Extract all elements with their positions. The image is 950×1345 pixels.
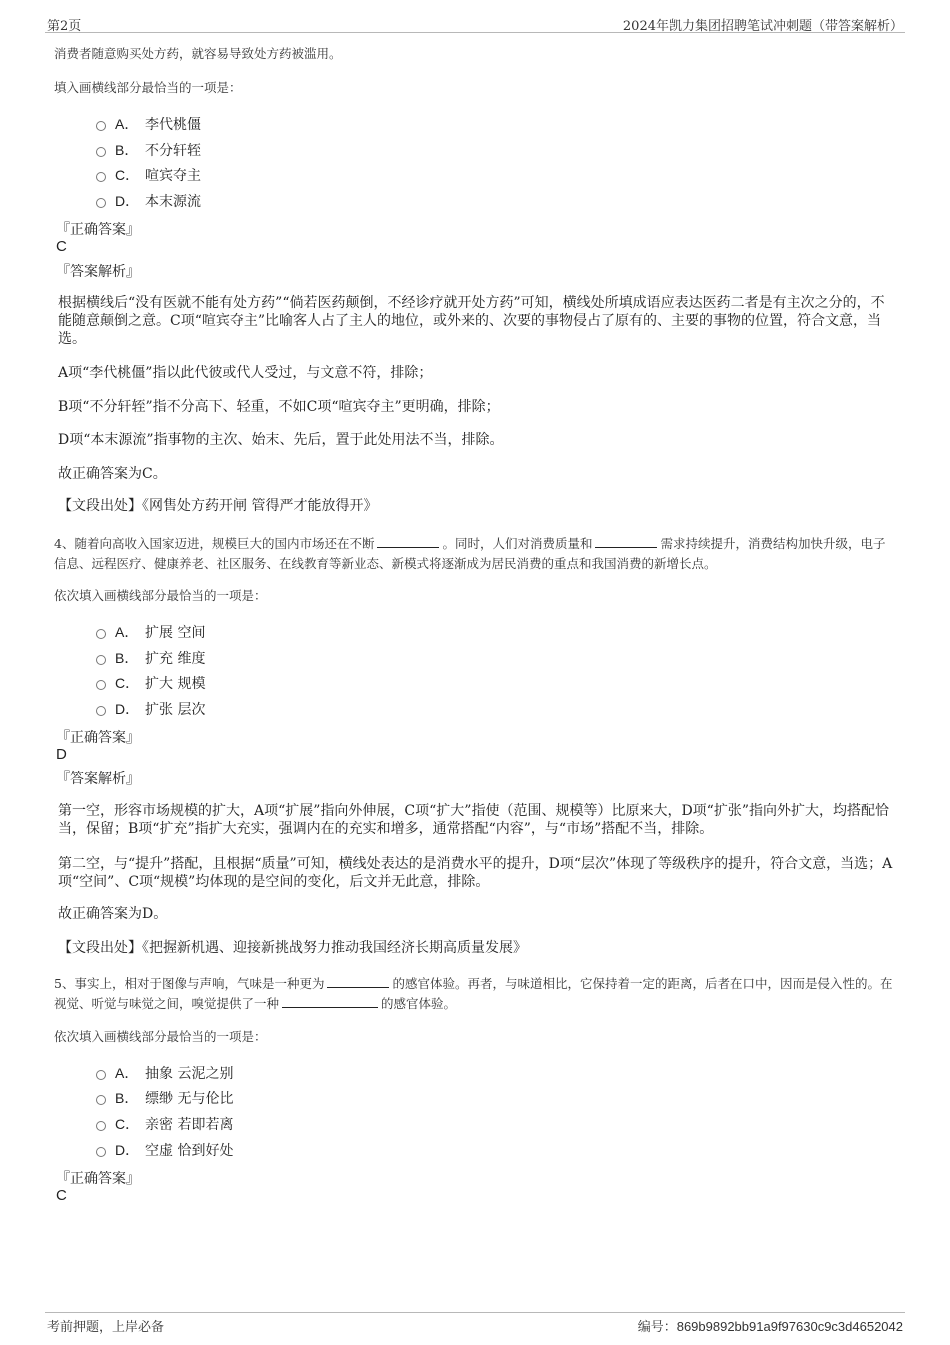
q3-answer-label: 『正确答案』 — [56, 222, 140, 238]
q4-source: 【文段出处】《把握新机遇、迎接新挑战努力推动我国经济长期高质量发展》 — [58, 940, 527, 956]
radio-icon[interactable] — [96, 172, 106, 182]
radio-icon[interactable] — [96, 1121, 106, 1131]
q3-option-b[interactable]: B． 不分轩轾 — [96, 139, 201, 161]
q3-option-a[interactable]: A． 李代桃僵 — [96, 113, 201, 135]
radio-icon[interactable] — [96, 706, 106, 716]
q4-answer-label: 『正确答案』 — [56, 730, 140, 746]
radio-icon[interactable] — [96, 147, 106, 157]
radio-icon[interactable] — [96, 1147, 106, 1157]
blank — [327, 975, 389, 988]
radio-icon[interactable] — [96, 655, 106, 665]
q3-analysis-para: B项“不分轩轾”指不分高下、轻重，不如C项“喧宾夺主”更明确，排除； — [58, 399, 500, 415]
page-number: 第2页 — [47, 19, 82, 34]
q3-analysis-para: A项“李代桃僵”指以此代彼或代人受过，与文意不符，排除； — [58, 365, 433, 381]
radio-icon[interactable] — [96, 629, 106, 639]
q4-analysis-conclusion: 故正确答案为D。 — [58, 906, 168, 922]
radio-icon[interactable] — [96, 1095, 106, 1105]
q4-analysis-para: 第一空，形容市场规模的扩大，A项“扩展”指向外伸展，C项“扩大”指使（范围、规模等）比原来大，D项“扩张”指向外扩大，均搭配恰当，保留；B项“扩充”指扩大充实，强调内在的充实和增多，通常搭配“内容”，与“市场”搭配不当，排除。 — [58, 803, 889, 837]
q3-analysis-conclusion: 故正确答案为C。 — [58, 466, 167, 482]
blank — [377, 535, 439, 548]
q5-prompt: 依次填入画横线部分最恰当的一项是： — [54, 1029, 267, 1044]
q3-analysis-para: D项“本末源流”指事物的主次、始末、先后，置于此处用法不当，排除。 — [58, 432, 504, 448]
q3-analysis-para: 根据横线后“没有医就不能有处方药”“倘若医药颠倒，不经诊疗就开处方药”可知，横线处所填成语应表达医药二者是有主次之分的，不能随意颠倒之意。C项“喧宾夺主”比喻客人占了主人的地位，或外来的、次要的事物侵占了原有的、主要的事物的位置，符合文意，当选。 — [58, 295, 885, 347]
radio-icon[interactable] — [96, 121, 106, 131]
document-code: 编号：869b9892bb91a9f97630c9c3d4652042 — [637, 1319, 903, 1335]
q4-analysis-para: 第二空，与“提升”搭配，且根据“质量”可知，横线处表达的是消费水平的提升，D项“层次”体现了等级秩序的提升，符合文意，当选；A项“空间”、C项“规模”均体现的是空间的变化，后文并无此意，排除。 — [58, 856, 893, 890]
q5-answer-label: 『正确答案』 — [56, 1171, 140, 1187]
q5-option-d[interactable]: D． 空虚 恰到好处 — [96, 1139, 233, 1161]
blank — [282, 995, 378, 1008]
q3-stem-tail: 消费者随意购买处方药，就容易导致处方药被滥用。 — [54, 46, 342, 61]
q3-answer: C — [56, 238, 67, 255]
q5-stem: 5、事实上，相对于图像与声响，气味是一种更为 的感官体验。再者，与味道相比，它保持着一定的距离，后者在口中，因而是侵入性的。在视觉、听觉与味觉之间，嗅觉提供了一种 的感官体验。 — [54, 976, 893, 1011]
q5-answer: C — [56, 1187, 67, 1204]
radio-icon[interactable] — [96, 680, 106, 690]
q4-answer: D — [56, 746, 67, 763]
blank — [595, 535, 657, 548]
page-footer — [45, 1312, 905, 1337]
footer-slogan: 考前押题，上岸必备 — [47, 1320, 165, 1335]
q3-source: 【文段出处】《网售处方药开闸 管得严才能放得开》 — [58, 498, 378, 514]
q4-option-a[interactable]: A． 扩展 空间 — [96, 621, 205, 643]
q4-option-c[interactable]: C． 扩大 规模 — [96, 672, 205, 694]
q5-option-a[interactable]: A． 抽象 云泥之别 — [96, 1062, 233, 1084]
q4-analysis-label: 『答案解析』 — [56, 771, 140, 787]
q5-option-c[interactable]: C． 亲密 若即若离 — [96, 1113, 233, 1135]
q4-option-d[interactable]: D． 扩张 层次 — [96, 698, 205, 720]
q4-stem: 4、随着向高收入国家迈进，规模巨大的国内市场还在不断 。同时，人们对消费质量和 需求持续提升，消费结构加快升级，电子信息、远程医疗、健康养老、社区服务、在线教育等新业态、新模式将逐渐成为居民消费的重点和我国消费的新增长点。 — [54, 536, 886, 571]
q4-option-b[interactable]: B． 扩充 维度 — [96, 647, 205, 669]
radio-icon[interactable] — [96, 198, 106, 208]
radio-icon[interactable] — [96, 1070, 106, 1080]
document-title: 2024年凯力集团招聘笔试冲刺题（带答案解析） — [622, 19, 903, 34]
q3-option-d[interactable]: D． 本末源流 — [96, 190, 201, 212]
q3-option-c[interactable]: C． 喧宾夺主 — [96, 164, 201, 186]
q3-analysis-label: 『答案解析』 — [56, 264, 140, 280]
q3-prompt: 填入画横线部分最恰当的一项是： — [54, 80, 242, 95]
q5-option-b[interactable]: B． 缥缈 无与伦比 — [96, 1087, 233, 1109]
page-header — [45, 14, 905, 33]
q4-prompt: 依次填入画横线部分最恰当的一项是： — [54, 588, 267, 603]
